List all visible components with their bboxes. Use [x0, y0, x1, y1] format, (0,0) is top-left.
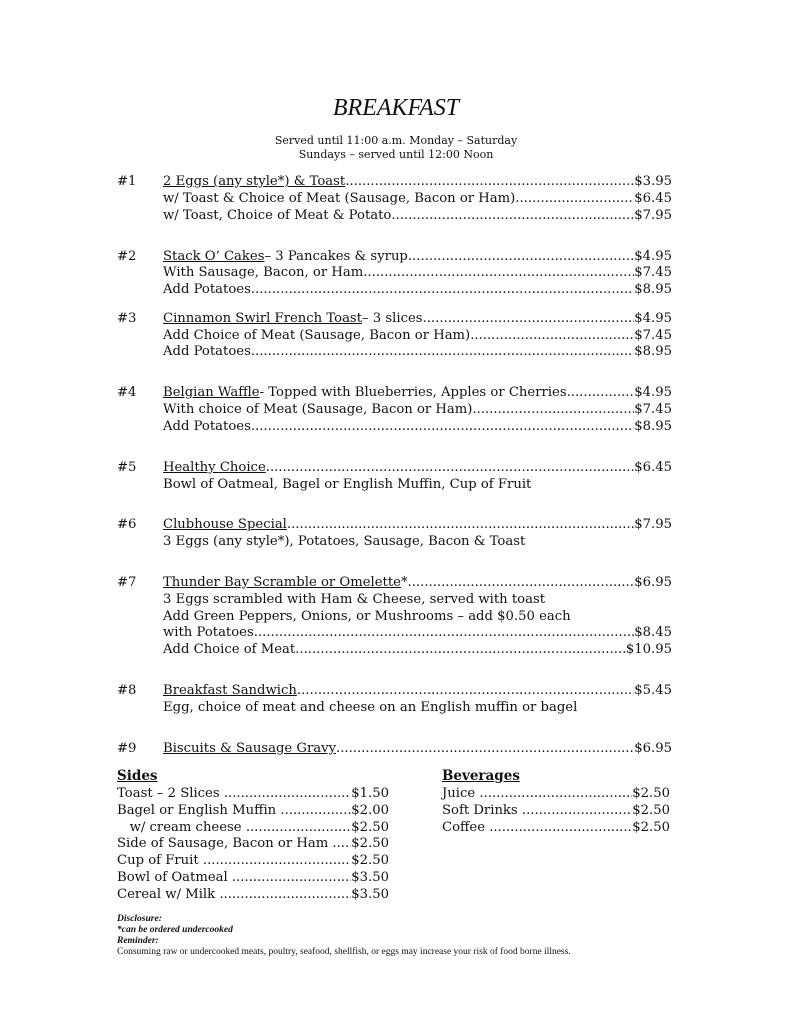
- item-option: with Potatoes: [163, 625, 254, 640]
- menu-line: [163, 343, 672, 360]
- item-price: $7.45: [634, 328, 672, 343]
- dot-leader: [287, 516, 634, 533]
- item-name: Soft Drinks: [442, 802, 522, 818]
- item-option: Add Choice of Meat (Sausage, Bacon or Ham): [163, 328, 471, 343]
- item-name: Side of Sausage, Bacon or Ham: [117, 836, 333, 852]
- dot-leader: [363, 264, 634, 281]
- item-price: $6.45: [634, 191, 672, 206]
- dot-leader: [489, 819, 632, 836]
- item-option: 3 Eggs (any style*), Potatoes, Sausage, Bacon & Toast: [163, 534, 526, 549]
- page-title: BREAKFAST: [332, 95, 460, 121]
- menu-line: [163, 699, 672, 716]
- item-number: #6: [117, 517, 137, 532]
- item-number: #7: [117, 575, 137, 590]
- menu-line: [163, 459, 672, 476]
- item-price: $2.00: [351, 802, 389, 818]
- item-price: $4.95: [634, 385, 672, 400]
- item-price: $2.50: [351, 819, 389, 835]
- reminder-text: Consuming raw or undercooked meats, poultry, seafood, shellfish, or eggs may increase your risk of food borne illness.: [117, 947, 571, 957]
- item-name: Healthy Choice: [163, 460, 266, 475]
- dot-leader: [251, 343, 634, 360]
- item-price: $6.95: [634, 741, 672, 756]
- dot-leader: [470, 327, 634, 344]
- hours-line-1: Served until 11:00 a.m. Monday – Saturday: [274, 134, 518, 147]
- dot-leader: [203, 852, 351, 869]
- menu-line: [163, 574, 672, 591]
- item-option: Egg, choice of meat and cheese on an English muffin or bagel: [163, 700, 578, 715]
- sides-item: [117, 785, 389, 802]
- item-price: $3.50: [351, 886, 389, 902]
- dot-leader: [423, 310, 635, 327]
- item-price: $8.95: [634, 282, 672, 297]
- item-name: Juice: [442, 786, 480, 801]
- beverages-item: [442, 785, 670, 802]
- item-price: $3.95: [634, 174, 672, 189]
- item-price: $3.50: [351, 870, 389, 885]
- sides-item: [117, 819, 389, 836]
- item-number: #5: [117, 460, 137, 475]
- dot-leader: [332, 835, 351, 852]
- item-name: Breakfast Sandwich: [163, 683, 297, 698]
- beverages-heading: Beverages: [442, 768, 520, 784]
- item-description: - Topped with Blueberries, Apples or Cherries: [259, 385, 567, 400]
- menu-line: [163, 682, 672, 699]
- menu-line: [163, 476, 672, 493]
- dot-leader: [266, 459, 634, 476]
- item-price: $6.45: [634, 460, 672, 475]
- sides-item: [117, 802, 389, 819]
- item-name: Thunder Bay Scramble or Omelette: [163, 575, 401, 590]
- reminder-label: Reminder:: [117, 936, 159, 946]
- item-price: $4.95: [634, 249, 672, 264]
- item-price: $2.50: [351, 836, 389, 852]
- dot-leader: [219, 886, 351, 903]
- dot-leader: [336, 740, 634, 757]
- menu-line: [163, 608, 672, 625]
- item-price: $7.45: [634, 402, 672, 417]
- item-name: Stack O’ Cakes: [163, 249, 265, 264]
- menu-line: [163, 173, 672, 190]
- menu-line: [163, 401, 672, 418]
- item-name: Biscuits & Sausage Gravy: [163, 741, 337, 756]
- menu-line: [163, 533, 672, 550]
- menu-line: [163, 418, 672, 435]
- item-price: $1.50: [351, 786, 389, 801]
- item-option: Bowl of Oatmeal, Bagel or English Muffin, Cup of Fruit: [163, 477, 532, 492]
- sides-item: [117, 886, 389, 903]
- item-option: w/ Toast, Choice of Meat & Potato: [163, 208, 392, 223]
- menu-line: [163, 641, 672, 658]
- dot-leader: [472, 401, 634, 418]
- item-option: With Sausage, Bacon, or Ham: [163, 265, 364, 280]
- dot-leader: [408, 574, 635, 591]
- item-name: Clubhouse Special: [163, 517, 287, 532]
- dot-leader: [567, 384, 635, 401]
- dot-leader: [254, 624, 634, 641]
- item-name: Cup of Fruit: [117, 853, 203, 869]
- item-name: Belgian Waffle: [163, 385, 260, 400]
- item-name: Cereal w/ Milk: [117, 886, 220, 902]
- item-option: 3 Eggs scrambled with Ham & Cheese, served with toast: [163, 592, 546, 607]
- dot-leader: [232, 869, 351, 886]
- item-number: #8: [117, 683, 137, 698]
- menu-line: [163, 327, 672, 344]
- dot-leader: [515, 190, 634, 207]
- item-description: – 3 Pancakes & syrup: [264, 249, 408, 264]
- menu-line: [163, 624, 672, 641]
- dot-leader: [246, 819, 351, 836]
- item-option: Add Potatoes: [163, 344, 251, 359]
- dot-leader: [251, 418, 634, 435]
- hours-line-2: Sundays – served until 12:00 Noon: [298, 148, 494, 161]
- menu-line: [163, 384, 672, 401]
- sides-item: [117, 852, 389, 869]
- beverages-item: [442, 819, 670, 836]
- item-name: Cinnamon Swirl French Toast: [163, 311, 363, 326]
- item-price: $2.50: [351, 853, 389, 869]
- item-price: $5.45: [634, 683, 672, 698]
- sides-item: [117, 835, 389, 852]
- item-name: Toast – 2 Slices: [117, 786, 224, 801]
- dot-leader: [295, 641, 626, 658]
- item-price: $7.95: [634, 208, 672, 223]
- menu-line: [163, 264, 672, 281]
- dot-leader: [280, 802, 351, 819]
- item-price: $7.95: [634, 517, 672, 532]
- item-number: #4: [117, 385, 137, 400]
- footer-notes: [117, 914, 571, 958]
- item-option: Add Potatoes: [163, 282, 251, 297]
- item-number: #3: [117, 311, 137, 326]
- menu-line: [163, 310, 672, 327]
- item-price: $2.50: [632, 819, 670, 835]
- item-price: $8.95: [634, 419, 672, 434]
- disclosure-text: *can be ordered undercooked: [117, 925, 233, 935]
- item-number: #2: [117, 249, 137, 264]
- item-name: Bagel or English Muffin: [117, 802, 281, 818]
- menu-line: [163, 740, 672, 757]
- beverages-item: [442, 802, 670, 819]
- sides-item: [117, 869, 389, 886]
- dot-leader: [345, 173, 634, 190]
- item-name: Coffee: [442, 819, 490, 835]
- menu-line: [163, 190, 672, 207]
- item-option: Add Choice of Meat: [163, 642, 296, 657]
- item-price: $8.45: [634, 625, 672, 640]
- item-number: #9: [117, 741, 137, 756]
- item-number: #1: [117, 174, 137, 189]
- item-price: $4.95: [634, 311, 672, 326]
- dot-leader: [251, 281, 634, 298]
- menu-line: [163, 516, 672, 533]
- item-price: $7.45: [634, 265, 672, 280]
- dot-leader: [297, 682, 634, 699]
- item-option: Add Green Peppers, Onions, or Mushrooms – add $0.50 each: [163, 609, 571, 624]
- dot-leader: [479, 785, 632, 802]
- item-price: $10.95: [625, 642, 672, 657]
- dot-leader: [391, 207, 634, 224]
- disclosure-label: Disclosure:: [117, 914, 162, 924]
- menu-line: [163, 248, 672, 265]
- item-description: *: [400, 575, 408, 590]
- item-name: Bowl of Oatmeal: [117, 870, 232, 885]
- item-price: $6.95: [634, 575, 672, 590]
- item-price: $8.95: [634, 344, 672, 359]
- item-option: w/ Toast & Choice of Meat (Sausage, Bacon or Ham): [163, 191, 516, 206]
- dot-leader: [408, 248, 634, 265]
- item-name: 2 Eggs (any style*) & Toast: [163, 174, 346, 189]
- item-price: $2.50: [632, 786, 670, 801]
- sides-heading: Sides: [117, 768, 158, 784]
- item-price: $2.50: [632, 802, 670, 818]
- menu-line: [163, 281, 672, 298]
- dot-leader: [224, 785, 351, 802]
- item-option: With choice of Meat (Sausage, Bacon or Ham): [163, 402, 473, 417]
- menu-line: [163, 207, 672, 224]
- item-name: w/ cream cheese: [117, 819, 246, 835]
- item-description: – 3 slices: [362, 311, 423, 326]
- menu-line: [163, 591, 672, 608]
- dot-leader: [522, 802, 632, 819]
- item-option: Add Potatoes: [163, 419, 251, 434]
